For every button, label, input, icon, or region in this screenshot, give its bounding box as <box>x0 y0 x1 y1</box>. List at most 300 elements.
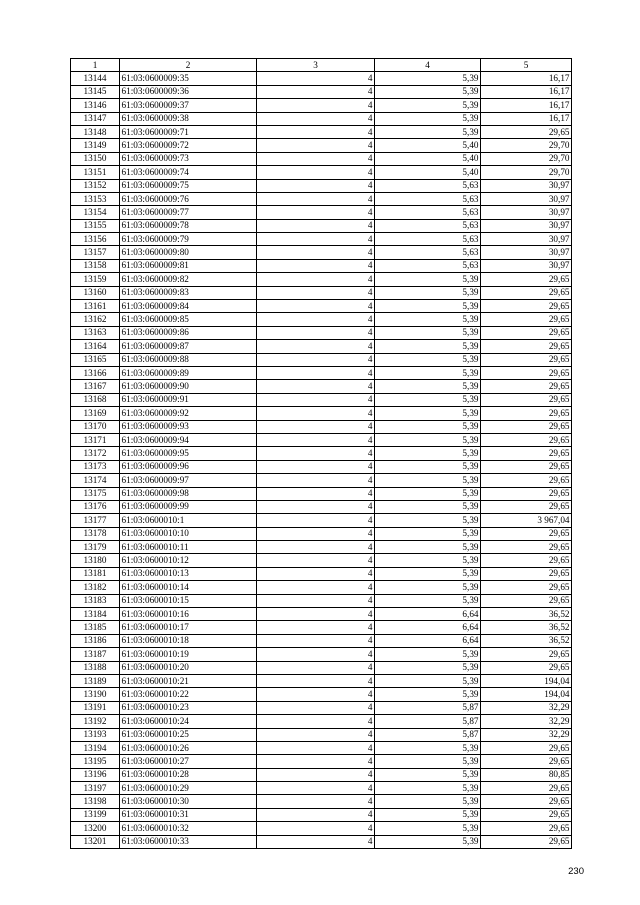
cell-row-number: 13147 <box>71 112 120 125</box>
cell-value: 16,17 <box>481 85 572 98</box>
cell-rate: 5,39 <box>375 460 481 473</box>
cell-row-number: 13183 <box>71 594 120 607</box>
cell-rate: 5,63 <box>375 192 481 205</box>
cell-rate: 5,63 <box>375 179 481 192</box>
cell-cadastral-number: 61:03:0600010:33 <box>120 835 257 848</box>
cell-row-number: 13149 <box>71 139 120 152</box>
cell-rate: 5,87 <box>375 728 481 741</box>
cell-row-number: 13189 <box>71 674 120 687</box>
cell-value: 80,85 <box>481 768 572 781</box>
cell-cadastral-number: 61:03:0600009:75 <box>120 179 257 192</box>
cell-cadastral-number: 61:03:0600009:93 <box>120 420 257 433</box>
cell-cadastral-number: 61:03:0600010:26 <box>120 741 257 754</box>
table-row <box>71 514 572 527</box>
cell-cadastral-number: 61:03:0600010:31 <box>120 808 257 821</box>
cell-group: 4 <box>257 273 375 286</box>
cell-rate: 5,39 <box>375 514 481 527</box>
cell-group: 4 <box>257 661 375 674</box>
table-row <box>71 782 572 795</box>
cell-row-number: 13170 <box>71 420 120 433</box>
cell-row-number: 13173 <box>71 460 120 473</box>
column-header-2: 2 <box>120 59 257 72</box>
cell-group: 4 <box>257 808 375 821</box>
cell-value: 16,17 <box>481 99 572 112</box>
cell-cadastral-number: 61:03:0600010:17 <box>120 621 257 634</box>
cell-cadastral-number: 61:03:0600009:80 <box>120 246 257 259</box>
table-row <box>71 300 572 313</box>
table-row <box>71 768 572 781</box>
cell-cadastral-number: 61:03:0600009:35 <box>120 72 257 85</box>
cell-rate: 5,63 <box>375 219 481 232</box>
table-body <box>71 72 572 849</box>
table-row <box>71 487 572 500</box>
cell-group: 4 <box>257 393 375 406</box>
table-row <box>71 380 572 393</box>
cell-value: 29,65 <box>481 755 572 768</box>
cell-rate: 5,39 <box>375 594 481 607</box>
cell-group: 4 <box>257 688 375 701</box>
cell-group: 4 <box>257 460 375 473</box>
cell-rate: 5,39 <box>375 648 481 661</box>
cell-group: 4 <box>257 233 375 246</box>
cell-group: 4 <box>257 674 375 687</box>
cell-cadastral-number: 61:03:0600009:72 <box>120 139 257 152</box>
cell-row-number: 13196 <box>71 768 120 781</box>
table-row <box>71 246 572 259</box>
column-header-4: 4 <box>375 59 481 72</box>
cell-group: 4 <box>257 259 375 272</box>
cell-group: 4 <box>257 514 375 527</box>
cell-cadastral-number: 61:03:0600009:73 <box>120 152 257 165</box>
cell-row-number: 13159 <box>71 273 120 286</box>
cell-row-number: 13187 <box>71 648 120 661</box>
cell-cadastral-number: 61:03:0600010:29 <box>120 782 257 795</box>
cell-group: 4 <box>257 433 375 446</box>
cell-row-number: 13154 <box>71 206 120 219</box>
cell-cadastral-number: 61:03:0600010:25 <box>120 728 257 741</box>
cell-rate: 5,39 <box>375 420 481 433</box>
cell-cadastral-number: 61:03:0600009:77 <box>120 206 257 219</box>
cell-group: 4 <box>257 728 375 741</box>
cell-row-number: 13191 <box>71 701 120 714</box>
cell-group: 4 <box>257 554 375 567</box>
cell-value: 29,65 <box>481 822 572 835</box>
cell-cadastral-number: 61:03:0600009:86 <box>120 326 257 339</box>
table-row <box>71 581 572 594</box>
cell-cadastral-number: 61:03:0600010:24 <box>120 715 257 728</box>
cell-group: 4 <box>257 219 375 232</box>
cell-cadastral-number: 61:03:0600009:88 <box>120 353 257 366</box>
table-row <box>71 835 572 848</box>
cell-value: 29,65 <box>481 594 572 607</box>
cell-value: 29,65 <box>481 782 572 795</box>
table-row <box>71 273 572 286</box>
cell-cadastral-number: 61:03:0600009:79 <box>120 233 257 246</box>
cell-rate: 5,39 <box>375 768 481 781</box>
cell-row-number: 13163 <box>71 326 120 339</box>
cell-rate: 6,64 <box>375 608 481 621</box>
cadastral-table <box>70 58 572 849</box>
cell-row-number: 13155 <box>71 219 120 232</box>
cell-group: 4 <box>257 112 375 125</box>
cell-rate: 5,39 <box>375 273 481 286</box>
cell-row-number: 13169 <box>71 407 120 420</box>
table-row <box>71 407 572 420</box>
column-header-1: 1 <box>71 59 120 72</box>
cell-row-number: 13199 <box>71 808 120 821</box>
table-row <box>71 85 572 98</box>
cell-row-number: 13181 <box>71 567 120 580</box>
cell-row-number: 13151 <box>71 166 120 179</box>
cell-cadastral-number: 61:03:0600009:37 <box>120 99 257 112</box>
cell-rate: 5,39 <box>375 487 481 500</box>
table-row <box>71 661 572 674</box>
cell-value: 29,65 <box>481 487 572 500</box>
cell-value: 32,29 <box>481 701 572 714</box>
table-row <box>71 179 572 192</box>
cell-cadastral-number: 61:03:0600009:82 <box>120 273 257 286</box>
cell-value: 30,97 <box>481 206 572 219</box>
cell-cadastral-number: 61:03:0600009:81 <box>120 259 257 272</box>
table-row <box>71 795 572 808</box>
table-row <box>71 527 572 540</box>
table-row <box>71 112 572 125</box>
cell-row-number: 13176 <box>71 500 120 513</box>
cell-group: 4 <box>257 286 375 299</box>
cell-row-number: 13190 <box>71 688 120 701</box>
table-row <box>71 621 572 634</box>
cell-group: 4 <box>257 648 375 661</box>
cell-cadastral-number: 61:03:0600009:94 <box>120 433 257 446</box>
cell-group: 4 <box>257 99 375 112</box>
cell-cadastral-number: 61:03:0600010:14 <box>120 581 257 594</box>
table-row <box>71 99 572 112</box>
cell-cadastral-number: 61:03:0600009:95 <box>120 447 257 460</box>
table-row <box>71 166 572 179</box>
cell-rate: 5,40 <box>375 139 481 152</box>
cell-value: 29,65 <box>481 835 572 848</box>
table-row <box>71 460 572 473</box>
table-row <box>71 594 572 607</box>
cell-group: 4 <box>257 85 375 98</box>
cell-group: 4 <box>257 782 375 795</box>
cell-group: 4 <box>257 701 375 714</box>
table-row <box>71 500 572 513</box>
table-row <box>71 741 572 754</box>
cell-cadastral-number: 61:03:0600009:89 <box>120 366 257 379</box>
cell-value: 29,65 <box>481 420 572 433</box>
cell-cadastral-number: 61:03:0600009:99 <box>120 500 257 513</box>
cell-group: 4 <box>257 715 375 728</box>
cell-group: 4 <box>257 326 375 339</box>
cell-value: 29,70 <box>481 139 572 152</box>
cell-value: 29,65 <box>481 554 572 567</box>
cell-row-number: 13160 <box>71 286 120 299</box>
cell-cadastral-number: 61:03:0600009:83 <box>120 286 257 299</box>
cell-group: 4 <box>257 487 375 500</box>
cell-group: 4 <box>257 125 375 138</box>
table-row <box>71 313 572 326</box>
cell-rate: 5,39 <box>375 567 481 580</box>
cell-group: 4 <box>257 72 375 85</box>
table-row <box>71 674 572 687</box>
cell-value: 29,65 <box>481 527 572 540</box>
cell-rate: 5,39 <box>375 407 481 420</box>
cell-row-number: 13165 <box>71 353 120 366</box>
cell-row-number: 13195 <box>71 755 120 768</box>
cell-rate: 5,39 <box>375 541 481 554</box>
cell-rate: 5,39 <box>375 474 481 487</box>
cell-cadastral-number: 61:03:0600010:23 <box>120 701 257 714</box>
table-row <box>71 447 572 460</box>
cell-value: 16,17 <box>481 112 572 125</box>
cell-cadastral-number: 61:03:0600009:84 <box>120 300 257 313</box>
cell-value: 29,65 <box>481 313 572 326</box>
cell-rate: 5,39 <box>375 447 481 460</box>
cell-group: 4 <box>257 192 375 205</box>
cell-group: 4 <box>257 179 375 192</box>
cell-cadastral-number: 61:03:0600010:30 <box>120 795 257 808</box>
table-row <box>71 634 572 647</box>
table-row <box>71 822 572 835</box>
cell-row-number: 13166 <box>71 366 120 379</box>
cell-cadastral-number: 61:03:0600009:78 <box>120 219 257 232</box>
cell-rate: 5,39 <box>375 353 481 366</box>
cell-rate: 5,39 <box>375 581 481 594</box>
cell-rate: 5,39 <box>375 755 481 768</box>
cell-group: 4 <box>257 621 375 634</box>
cell-rate: 5,39 <box>375 313 481 326</box>
cell-group: 4 <box>257 380 375 393</box>
table-row <box>71 326 572 339</box>
cell-row-number: 13177 <box>71 514 120 527</box>
cell-cadastral-number: 61:03:0600010:21 <box>120 674 257 687</box>
cell-value: 29,65 <box>481 300 572 313</box>
table-row <box>71 808 572 821</box>
cell-group: 4 <box>257 741 375 754</box>
table-row <box>71 152 572 165</box>
cell-rate: 5,40 <box>375 166 481 179</box>
table-row <box>71 192 572 205</box>
cell-row-number: 13157 <box>71 246 120 259</box>
header-row <box>71 59 572 72</box>
cell-cadastral-number: 61:03:0600009:91 <box>120 393 257 406</box>
cell-row-number: 13182 <box>71 581 120 594</box>
cell-value: 32,29 <box>481 715 572 728</box>
cell-group: 4 <box>257 634 375 647</box>
cell-cadastral-number: 61:03:0600010:18 <box>120 634 257 647</box>
cell-value: 29,65 <box>481 353 572 366</box>
cell-value: 29,65 <box>481 366 572 379</box>
table-row <box>71 366 572 379</box>
cell-group: 4 <box>257 340 375 353</box>
cell-group: 4 <box>257 300 375 313</box>
table-row <box>71 728 572 741</box>
cell-row-number: 13150 <box>71 152 120 165</box>
cell-rate: 6,64 <box>375 621 481 634</box>
cell-cadastral-number: 61:03:0600009:71 <box>120 125 257 138</box>
cell-row-number: 13153 <box>71 192 120 205</box>
cell-value: 36,52 <box>481 608 572 621</box>
cell-row-number: 13192 <box>71 715 120 728</box>
cell-row-number: 13186 <box>71 634 120 647</box>
cell-row-number: 13174 <box>71 474 120 487</box>
cell-cadastral-number: 61:03:0600009:38 <box>120 112 257 125</box>
column-header-3: 3 <box>257 59 375 72</box>
cell-group: 4 <box>257 755 375 768</box>
cell-row-number: 13168 <box>71 393 120 406</box>
cell-group: 4 <box>257 608 375 621</box>
cell-row-number: 13161 <box>71 300 120 313</box>
cell-row-number: 13145 <box>71 85 120 98</box>
cell-row-number: 13180 <box>71 554 120 567</box>
table-row <box>71 420 572 433</box>
cell-value: 36,52 <box>481 621 572 634</box>
cell-group: 4 <box>257 152 375 165</box>
cell-group: 4 <box>257 246 375 259</box>
cell-rate: 5,87 <box>375 701 481 714</box>
cell-row-number: 13171 <box>71 433 120 446</box>
cell-rate: 5,39 <box>375 366 481 379</box>
cell-value: 30,97 <box>481 219 572 232</box>
cell-cadastral-number: 61:03:0600010:13 <box>120 567 257 580</box>
cell-value: 16,17 <box>481 72 572 85</box>
table-row <box>71 259 572 272</box>
cell-rate: 5,39 <box>375 527 481 540</box>
cell-row-number: 13184 <box>71 608 120 621</box>
cell-value: 29,65 <box>481 433 572 446</box>
cell-value: 29,65 <box>481 648 572 661</box>
cell-value: 3 967,04 <box>481 514 572 527</box>
cell-cadastral-number: 61:03:0600010:15 <box>120 594 257 607</box>
cell-value: 29,65 <box>481 581 572 594</box>
cell-row-number: 13200 <box>71 822 120 835</box>
cell-rate: 5,39 <box>375 300 481 313</box>
cell-cadastral-number: 61:03:0600010:22 <box>120 688 257 701</box>
cell-group: 4 <box>257 500 375 513</box>
cell-rate: 5,39 <box>375 795 481 808</box>
cell-group: 4 <box>257 139 375 152</box>
cell-group: 4 <box>257 822 375 835</box>
cell-value: 36,52 <box>481 634 572 647</box>
cell-value: 29,65 <box>481 380 572 393</box>
table-row <box>71 393 572 406</box>
cell-rate: 5,39 <box>375 835 481 848</box>
cell-row-number: 13201 <box>71 835 120 848</box>
cell-rate: 5,39 <box>375 808 481 821</box>
cell-rate: 5,39 <box>375 99 481 112</box>
cell-rate: 5,39 <box>375 326 481 339</box>
cell-value: 29,65 <box>481 795 572 808</box>
table-row <box>71 353 572 366</box>
cell-value: 194,04 <box>481 674 572 687</box>
cell-rate: 5,39 <box>375 688 481 701</box>
cell-row-number: 13164 <box>71 340 120 353</box>
cell-value: 32,29 <box>481 728 572 741</box>
cell-group: 4 <box>257 795 375 808</box>
cell-group: 4 <box>257 353 375 366</box>
cell-value: 29,65 <box>481 741 572 754</box>
cell-row-number: 13197 <box>71 782 120 795</box>
cell-rate: 5,39 <box>375 782 481 795</box>
cell-group: 4 <box>257 541 375 554</box>
cell-cadastral-number: 61:03:0600009:90 <box>120 380 257 393</box>
cell-cadastral-number: 61:03:0600009:36 <box>120 85 257 98</box>
table-row <box>71 125 572 138</box>
cell-cadastral-number: 61:03:0600009:74 <box>120 166 257 179</box>
cell-group: 4 <box>257 313 375 326</box>
cell-row-number: 13158 <box>71 259 120 272</box>
cell-value: 29,65 <box>481 460 572 473</box>
cell-group: 4 <box>257 407 375 420</box>
cell-cadastral-number: 61:03:0600010:12 <box>120 554 257 567</box>
cell-rate: 5,39 <box>375 125 481 138</box>
cell-row-number: 13172 <box>71 447 120 460</box>
cell-value: 29,65 <box>481 447 572 460</box>
cell-rate: 5,39 <box>375 674 481 687</box>
cell-row-number: 13193 <box>71 728 120 741</box>
table-row <box>71 433 572 446</box>
cell-value: 29,65 <box>481 407 572 420</box>
cell-rate: 5,39 <box>375 380 481 393</box>
table-row <box>71 72 572 85</box>
table-row <box>71 286 572 299</box>
table-row <box>71 608 572 621</box>
cell-group: 4 <box>257 366 375 379</box>
table-row <box>71 648 572 661</box>
cell-row-number: 13162 <box>71 313 120 326</box>
table-row <box>71 206 572 219</box>
cell-group: 4 <box>257 166 375 179</box>
table-row <box>71 139 572 152</box>
cell-rate: 5,63 <box>375 233 481 246</box>
cell-group: 4 <box>257 447 375 460</box>
cell-cadastral-number: 61:03:0600010:19 <box>120 648 257 661</box>
cell-rate: 5,39 <box>375 433 481 446</box>
cell-group: 4 <box>257 835 375 848</box>
cell-group: 4 <box>257 420 375 433</box>
cell-value: 30,97 <box>481 179 572 192</box>
cell-rate: 6,64 <box>375 634 481 647</box>
column-header-5: 5 <box>481 59 572 72</box>
cell-group: 4 <box>257 768 375 781</box>
cell-rate: 5,39 <box>375 286 481 299</box>
cell-row-number: 13194 <box>71 741 120 754</box>
cell-group: 4 <box>257 567 375 580</box>
cell-row-number: 13178 <box>71 527 120 540</box>
cell-row-number: 13188 <box>71 661 120 674</box>
cell-rate: 5,40 <box>375 152 481 165</box>
cell-row-number: 13198 <box>71 795 120 808</box>
cell-rate: 5,39 <box>375 340 481 353</box>
cell-cadastral-number: 61:03:0600010:28 <box>120 768 257 781</box>
cell-value: 29,65 <box>481 567 572 580</box>
cell-rate: 5,63 <box>375 259 481 272</box>
cell-rate: 5,39 <box>375 112 481 125</box>
table-row <box>71 755 572 768</box>
cell-value: 29,65 <box>481 340 572 353</box>
cell-value: 29,65 <box>481 541 572 554</box>
cell-value: 29,70 <box>481 166 572 179</box>
cell-row-number: 13179 <box>71 541 120 554</box>
cell-row-number: 13185 <box>71 621 120 634</box>
page-number: 230 <box>568 866 584 877</box>
cell-group: 4 <box>257 206 375 219</box>
cell-cadastral-number: 61:03:0600010:1 <box>120 514 257 527</box>
cell-value: 29,65 <box>481 125 572 138</box>
table-row <box>71 219 572 232</box>
cell-cadastral-number: 61:03:0600009:85 <box>120 313 257 326</box>
